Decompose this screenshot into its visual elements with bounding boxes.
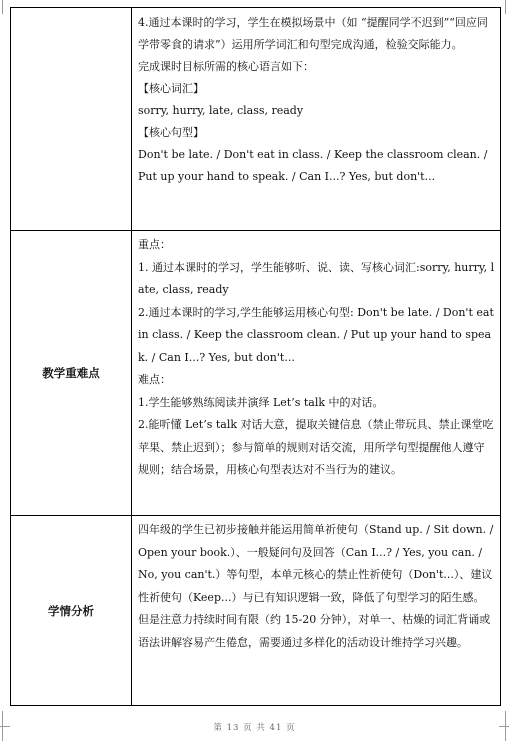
objective-4-text: 4.通过本课时的学习，学生在模拟场景中（如 “提醒同学不迟到”“回应同学带零食的请求”）运用所学词汇和句型完成沟通，检验交际能力。: [138, 16, 488, 51]
key-points-content-cell: [132, 231, 500, 515]
objectives-label-cell: [11, 8, 132, 230]
analysis-paragraph-1: 四年级的学生已初步接触并能运用简单祈使句（Stand up. / Sit down. / Open your book.）、一般疑问句及回答（Can I...? / Yes, you can. / No, you can't.）等句型，本单元核心的禁止性祈使句（Don't...）、建议性祈使句（Keep...）与已有知识逻辑一致，降低了句型学习的陌生感。: [138, 523, 494, 604]
key-points-row: [11, 230, 500, 515]
difficult-point-2: 2.能听懂 Let’s talk 对话大意，提取关键信息（禁止带玩具、禁止课堂吃苹果、禁止迟到）；参与简单的规则对话交流，用所学句型提醒他人遵守规则；结合场景，用核心句型表达对不当行为的建议。: [138, 418, 494, 476]
core-sentences-list: Don't be late. / Don't eat in class. / Keep the classroom clean. / Put up your hand to speak. / Can I...? Yes, but don't...: [138, 148, 488, 183]
key-point-1: 1. 通过本课时的学习，学生能够听、说、读、写核心词汇:sorry, hurry, late, class, ready: [138, 260, 495, 296]
analysis-content-cell: [132, 516, 500, 705]
analysis-row: [11, 515, 500, 705]
difficult-points-heading: 难点：: [138, 373, 171, 386]
key-point-2: 2.通过本课时的学习,学生能够运用核心句型: Don't be late. / Don't eat in class. / Keep the classroom clean. / Put up your hand to speak. / Can I...? Yes, but don't...: [138, 305, 494, 364]
difficult-point-1: 1.学生能够熟练阅读并演绎 Let’s talk 中的对话。: [138, 395, 384, 409]
core-sentences-heading: 【核心句型】: [138, 126, 204, 139]
key-points-heading: 重点：: [138, 238, 171, 251]
key-points-label: 教学重难点: [11, 231, 132, 515]
objectives-row: [11, 8, 500, 230]
core-vocabulary-heading: 【核心词汇】: [138, 82, 204, 95]
analysis-paragraph-2: 但是注意力持续时间有限（约 15-20 分钟），对单一、枯燥的词汇背诵或语法讲解容易产生倦怠，需要通过多样化的活动设计维持学习兴趣。: [138, 613, 491, 649]
core-language-intro: 完成课时目标所需的核心语言如下：: [138, 60, 314, 73]
page-number-footer: 第 13 页 共 41 页: [213, 723, 296, 733]
core-vocabulary-list: sorry, hurry, late, class, ready: [138, 104, 304, 117]
lesson-plan-table: [10, 7, 501, 706]
crop-mark-top-left: [2, 0, 3, 14]
crop-mark-top-right: [505, 0, 506, 14]
objectives-content-cell: [132, 8, 500, 230]
analysis-label: 学情分析: [11, 516, 132, 705]
